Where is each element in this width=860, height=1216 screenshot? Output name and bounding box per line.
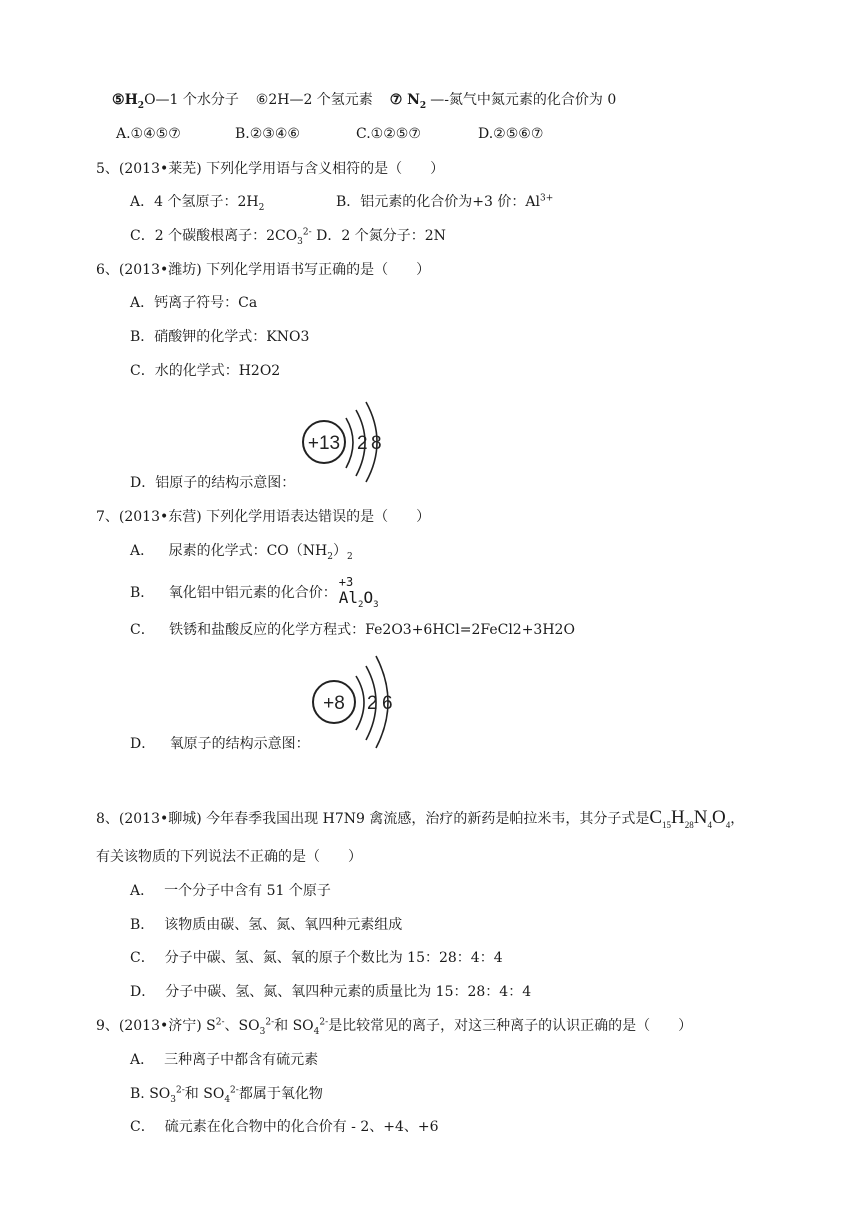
electron-shell-1	[356, 676, 364, 730]
q7-option-d: D． 氧原子的结构示意图：	[130, 736, 310, 752]
prev-option-d: D.②⑤⑥⑦	[478, 126, 544, 142]
q7-option-a: A． 尿素的化学式：$CO(NH_2)_2$	[130, 543, 353, 562]
al2o3-valence-formula: +3 $Al_2O_3$	[338, 575, 379, 611]
q8-option-c: C． 分子中碳、氢、氮、氧的原子个数比为 15：28：4：4	[130, 950, 503, 966]
q7-option-b: B． 氧化铝中铝元素的化合价： +3 $Al_2O_3$	[130, 575, 379, 611]
q5-stem: 5、(2013•莱芜) 下列化学用语与含义相符的是（ ）	[96, 161, 445, 177]
q8-option-d: D． 分子中碳、氢、氮、氧四种元素的质量比为 15：28：4：4	[130, 984, 532, 1000]
shell-electrons-2: 6	[382, 693, 393, 714]
aluminum-atom-diagram	[300, 392, 400, 484]
circle-7-text: ⑦ N	[389, 92, 420, 108]
q8-option-b: B． 该物质由碳、氢、氮、氧四种元素组成	[130, 917, 403, 933]
shell-electrons-2: 8	[371, 433, 382, 454]
circle-6-text: ⑥2H—2 个氢元素	[255, 92, 373, 108]
nucleus-charge: +13	[307, 433, 341, 454]
prev-option-a: A.①④⑤⑦	[116, 126, 181, 142]
q9-option-b: B. $SO_3^{2-}$和 $SO_4^{2-}$都属于氧化物	[130, 1085, 323, 1105]
q7-stem: 7、(2013•东营) 下列化学用语表达错误的是（ ）	[96, 509, 431, 525]
circle-5: ⑤	[112, 92, 125, 108]
oxygen-atom-diagram	[310, 652, 410, 752]
shell-electrons-1: 2	[367, 693, 378, 714]
q9-option-c: C． 硫元素在化合物中的化合价有 - 2、+4、+6	[130, 1119, 439, 1135]
q7-option-c: C． 铁锈和盐酸反应的化学方程式：Fe2O3+6HCl=2FeCl2+3H2O	[130, 622, 575, 638]
q6-option-b: B．硝酸钾的化学式：KNO3	[130, 329, 310, 345]
q8-option-a: A． 一个分子中含有 51 个原子	[130, 883, 331, 899]
q9-stem: 9、(2013•济宁) $S^{2-}$、$SO_3^{2-}$和 $SO_4^{2-}$是比较常见的离子，对这三种离子的认识正确的是（ ）	[96, 1017, 693, 1037]
nucleus-charge: +8	[323, 693, 345, 714]
prev-option-b: B.②③④⑥	[235, 126, 300, 142]
shell-electrons-1: 2	[357, 433, 368, 454]
q9-option-a: A． 三种离子中都含有硫元素	[130, 1052, 319, 1068]
prev-statement-line: $⑤H_2O—1$ 个水分子 ⑥2H—2 个氢元素 ⑦ $N_2$ —-氮气中氮元素的化合价为 0	[112, 92, 617, 111]
q6-option-c: C．水的化学式：H2O2	[130, 363, 281, 379]
q5-option-b: B．铝元素的化合价为+3 价：$Al^{3+}$	[336, 193, 554, 210]
prev-option-c: C.①②⑤⑦	[356, 126, 421, 142]
electron-shell-1	[346, 418, 353, 468]
q6-option-d: D．铝原子的结构示意图：	[130, 475, 296, 491]
q8-stem-line2: 有关该物质的下列说法不正确的是（ ）	[96, 849, 362, 865]
q5-option-c-d: C．2 个碳酸根离子：$2CO_3^{2-}$ D．2 个氮分子：2N	[130, 227, 446, 247]
q8-stem: 8、(2013•聊城) 今年春季我国出现 H7N9 禽流感，治疗的新药是帕拉米韦，其分子式是$C_{15}H_{28}N_4O_4$，	[96, 807, 745, 830]
q8-molecular-formula: $C_{15}H_{28}N_4O_4$	[649, 807, 731, 830]
q5-option-a: A．4 个氢原子：$2H_2$	[130, 194, 265, 213]
q6-stem: 6、(2013•潍坊) 下列化学用语书写正确的是（ ）	[96, 262, 431, 278]
q6-option-a: A．钙离子符号：Ca	[130, 295, 258, 311]
